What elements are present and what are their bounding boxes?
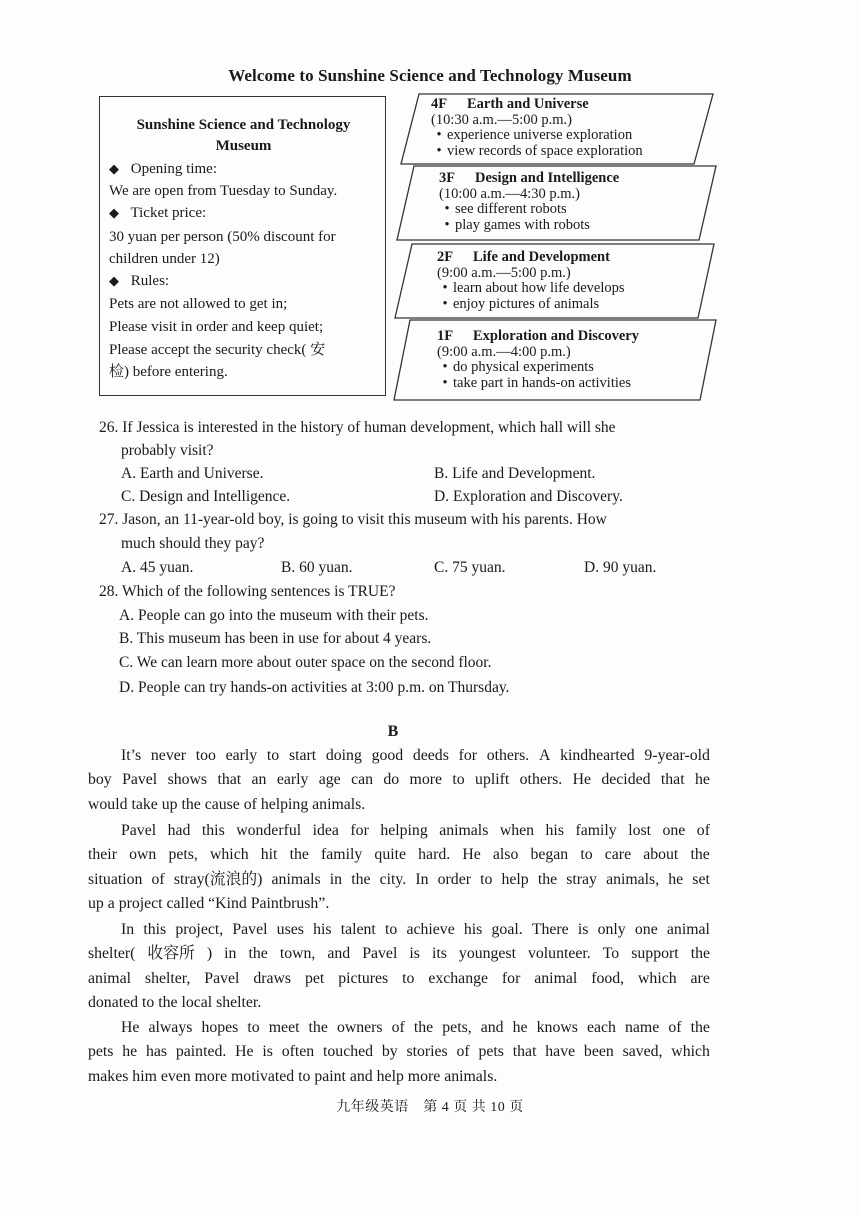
- hall-1f-item: • do physical experiments: [437, 360, 639, 376]
- hall-4f: [431, 97, 643, 159]
- rule-2: Please visit in order and keep quiet;: [109, 319, 324, 335]
- q27-option-c: C. 75 yuan.: [434, 559, 506, 576]
- paragraph-line: would take up the cause of helping animals.: [88, 795, 366, 813]
- rule-1: Pets are not allowed to get in;: [109, 296, 288, 312]
- diamond-bullet-icon: ◆: [109, 273, 119, 288]
- question-26-cont: probably visit?: [121, 442, 214, 459]
- hall-3f-floor: 3F: [439, 170, 456, 186]
- paragraph-line: It’s never too early to start doing good deeds for others. A kindhearted 9-year-old: [121, 747, 710, 764]
- hall-1f-time: (9:00 a.m.—4:00 p.m.): [437, 343, 571, 360]
- hall-2f-item: • learn about how life develops: [437, 281, 625, 297]
- hall-frames: [0, 0, 860, 420]
- paragraph-line: pets he has painted. He is often touched by stories of pets that have been saved, which: [88, 1043, 710, 1061]
- opening-time-label: ◆ Opening time:: [109, 158, 217, 180]
- q28-option-d: D. People can try hands-on activities at 3:00 p.m. on Thursday.: [119, 679, 510, 696]
- hall-2f-time: (9:00 a.m.—5:00 p.m.): [437, 264, 571, 281]
- diamond-bullet-icon: ◆: [109, 161, 119, 176]
- section-b-heading: B: [387, 723, 399, 740]
- paragraph-line: boy Pavel shows that an early age can do more to uplift others. He decided that he: [88, 771, 710, 789]
- paragraph-4: [88, 1016, 710, 1089]
- opening-time-text: We are open from Tuesday to Sunday.: [109, 183, 338, 199]
- q28-option-b: B. This museum has been in use for about 4 years.: [119, 630, 432, 647]
- paragraph-3: [88, 918, 710, 1016]
- hall-2f-item: • enjoy pictures of animals: [437, 297, 625, 313]
- ticket-price-label: ◆ Ticket price:: [109, 202, 206, 224]
- q28-option-c: C. We can learn more about outer space on the second floor.: [119, 654, 492, 671]
- rules-label: ◆ Rules:: [109, 270, 169, 292]
- ticket-price-line1: 30 yuan per person (50% discount for: [109, 229, 336, 245]
- bullet-icon: •: [442, 280, 448, 296]
- hall-3f-name: Design and Intelligence: [475, 170, 620, 186]
- q27-option-b: B. 60 yuan.: [281, 559, 353, 576]
- q26-option-a: A. Earth and Universe.: [121, 465, 264, 482]
- hall-1f-item: • take part in hands-on activities: [437, 376, 639, 392]
- paragraph-line: situation of stray(流浪的) animals in the city. In order to help the stray animals, he set: [88, 870, 710, 888]
- question-26: 26. If Jessica is interested in the history of human development, which hall will she: [99, 419, 616, 436]
- hall-1f: [437, 329, 639, 391]
- hall-3f: [439, 171, 619, 233]
- bullet-icon: •: [444, 201, 450, 217]
- paragraph-line: donated to the local shelter.: [88, 994, 262, 1012]
- hall-2f-name: Life and Development: [473, 249, 610, 265]
- museum-heading-line2: Museum: [215, 138, 272, 154]
- q26-option-d: D. Exploration and Discovery.: [434, 488, 623, 505]
- hall-4f-name: Earth and Universe: [467, 96, 589, 112]
- question-27: 27. Jason, an 11-year-old boy, is going to visit this museum with his parents. How: [99, 511, 607, 528]
- museum-heading-line1: Sunshine Science and Technology: [136, 117, 351, 133]
- bullet-icon: •: [442, 374, 448, 391]
- hall-3f-time: (10:00 a.m.—4:30 p.m.): [439, 185, 580, 202]
- paragraph-line: In this project, Pavel uses his talent to achieve his goal. There is only one animal: [121, 921, 710, 938]
- q26-option-c: C. Design and Intelligence.: [121, 488, 291, 505]
- hall-4f-item: • experience universe exploration: [431, 128, 643, 144]
- rule-3-line2: 检) before entering.: [109, 364, 228, 380]
- hall-4f-floor: 4F: [431, 96, 448, 112]
- bullet-icon: •: [436, 127, 442, 143]
- hall-2f: [437, 250, 625, 312]
- bullet-icon: •: [444, 216, 450, 233]
- paragraph-1: [88, 744, 710, 817]
- paragraph-line: Pavel had this wonderful idea for helping animals when his family lost one of: [121, 822, 710, 839]
- paragraph-line: He always hopes to meet the owners of the pets, and he knows each name of the: [121, 1019, 710, 1036]
- rule-3-line1: Please accept the security check( 安: [109, 342, 326, 358]
- page-footer: 九年级英语 第 4 页 共 10 页: [336, 1100, 524, 1115]
- diamond-bullet-icon: ◆: [109, 205, 119, 220]
- hall-1f-floor: 1F: [437, 328, 454, 344]
- hall-4f-time: (10:30 a.m.—5:00 p.m.): [431, 111, 572, 128]
- q26-option-b: B. Life and Development.: [434, 465, 596, 482]
- hall-2f-floor: 2F: [437, 249, 454, 265]
- bullet-icon: •: [436, 142, 442, 159]
- q28-option-a: A. People can go into the museum with their pets.: [119, 607, 429, 624]
- bullet-icon: •: [442, 295, 448, 312]
- question-28: 28. Which of the following sentences is TRUE?: [99, 583, 396, 600]
- question-27-cont: much should they pay?: [121, 535, 265, 552]
- paragraph-2: [88, 819, 710, 917]
- paragraph-line: animal shelter, Pavel draws pet pictures to exchange for animal food, which are: [88, 969, 710, 987]
- paragraph-line: makes him even more motivated to paint and help more animals.: [88, 1067, 498, 1085]
- hall-3f-item: • play games with robots: [439, 218, 619, 234]
- page-title: Welcome to Sunshine Science and Technology Museum: [228, 66, 632, 85]
- bullet-icon: •: [442, 359, 448, 375]
- paragraph-line: their own pets, which hit the family quite hard. He also began to care about the: [88, 846, 710, 864]
- hall-3f-item: • see different robots: [439, 202, 619, 218]
- q27-option-d: D. 90 yuan.: [584, 559, 657, 576]
- hall-4f-item: • view records of space exploration: [431, 144, 643, 160]
- hall-1f-name: Exploration and Discovery: [473, 328, 639, 344]
- ticket-price-line2: children under 12): [109, 251, 220, 267]
- q27-option-a: A. 45 yuan.: [121, 559, 194, 576]
- paragraph-line: shelter( 收容所 ) in the town, and Pavel is its youngest volunteer. To support the: [88, 945, 710, 963]
- paragraph-line: up a project called “Kind Paintbrush”.: [88, 895, 330, 913]
